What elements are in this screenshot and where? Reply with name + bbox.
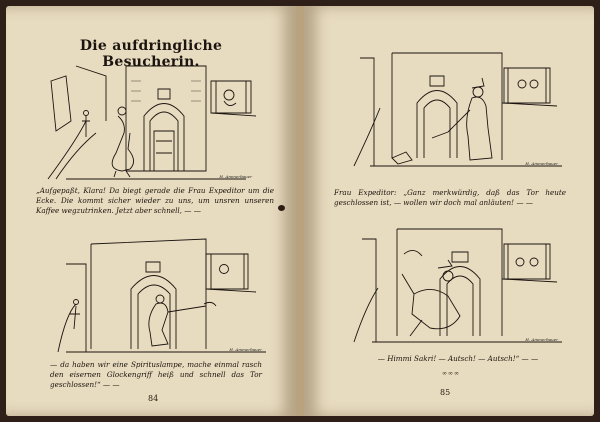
book-gutter: [296, 6, 304, 416]
illustration-panel-2: [56, 234, 268, 354]
cartoon-lady-ringing-bell: [352, 48, 564, 168]
ink-spot: [278, 205, 285, 211]
illustration-panel-1: [46, 61, 258, 181]
artist-signature: H. Ammerbauer: [219, 174, 252, 179]
ornament: ∞∞∞: [442, 370, 460, 377]
left-page: [6, 6, 296, 416]
story-title: Die aufdringliche Besucherin.: [79, 38, 223, 70]
artist-signature: H. Ammerbauer: [229, 347, 262, 352]
panel-1-caption: „Aufgepaßt, Klara! Da biegt gerade die Frau Expeditor um die Ecke. Die kommt sicher wieder zu uns, um unsren unseren Kaffee wegzutrinken. Jetzt aber schnell, — —: [36, 186, 274, 215]
panel-2-caption: — da haben wir eine Spirituslampe, mache einmal rasch den eisernen Glockengriff heiß und schnell das Tor geschlossen!“ — —: [50, 360, 262, 389]
illustration-panel-4: [352, 224, 564, 344]
page-number: 84: [148, 394, 159, 403]
artist-signature: H. Ammerbauer: [525, 337, 558, 342]
panel-3-caption: Frau Expeditor: „Ganz merkwürdig, daß das Tor heute geschlossen ist, — wollen wir doch mal anläuten! — —: [334, 188, 566, 207]
page-number: 85: [440, 388, 451, 397]
cartoon-house-door-lady-running: [46, 61, 258, 181]
cartoon-lady-falling-hot-handle: [352, 224, 564, 344]
illustration-panel-3: [352, 48, 564, 168]
cartoon-door-spirit-lamp: [56, 234, 268, 354]
artist-signature: H. Ammerbauer: [525, 161, 558, 166]
right-page: [304, 6, 594, 416]
panel-4-caption: — Himmi Sakri! — Autsch! — Autsch!“ — —: [377, 354, 539, 363]
